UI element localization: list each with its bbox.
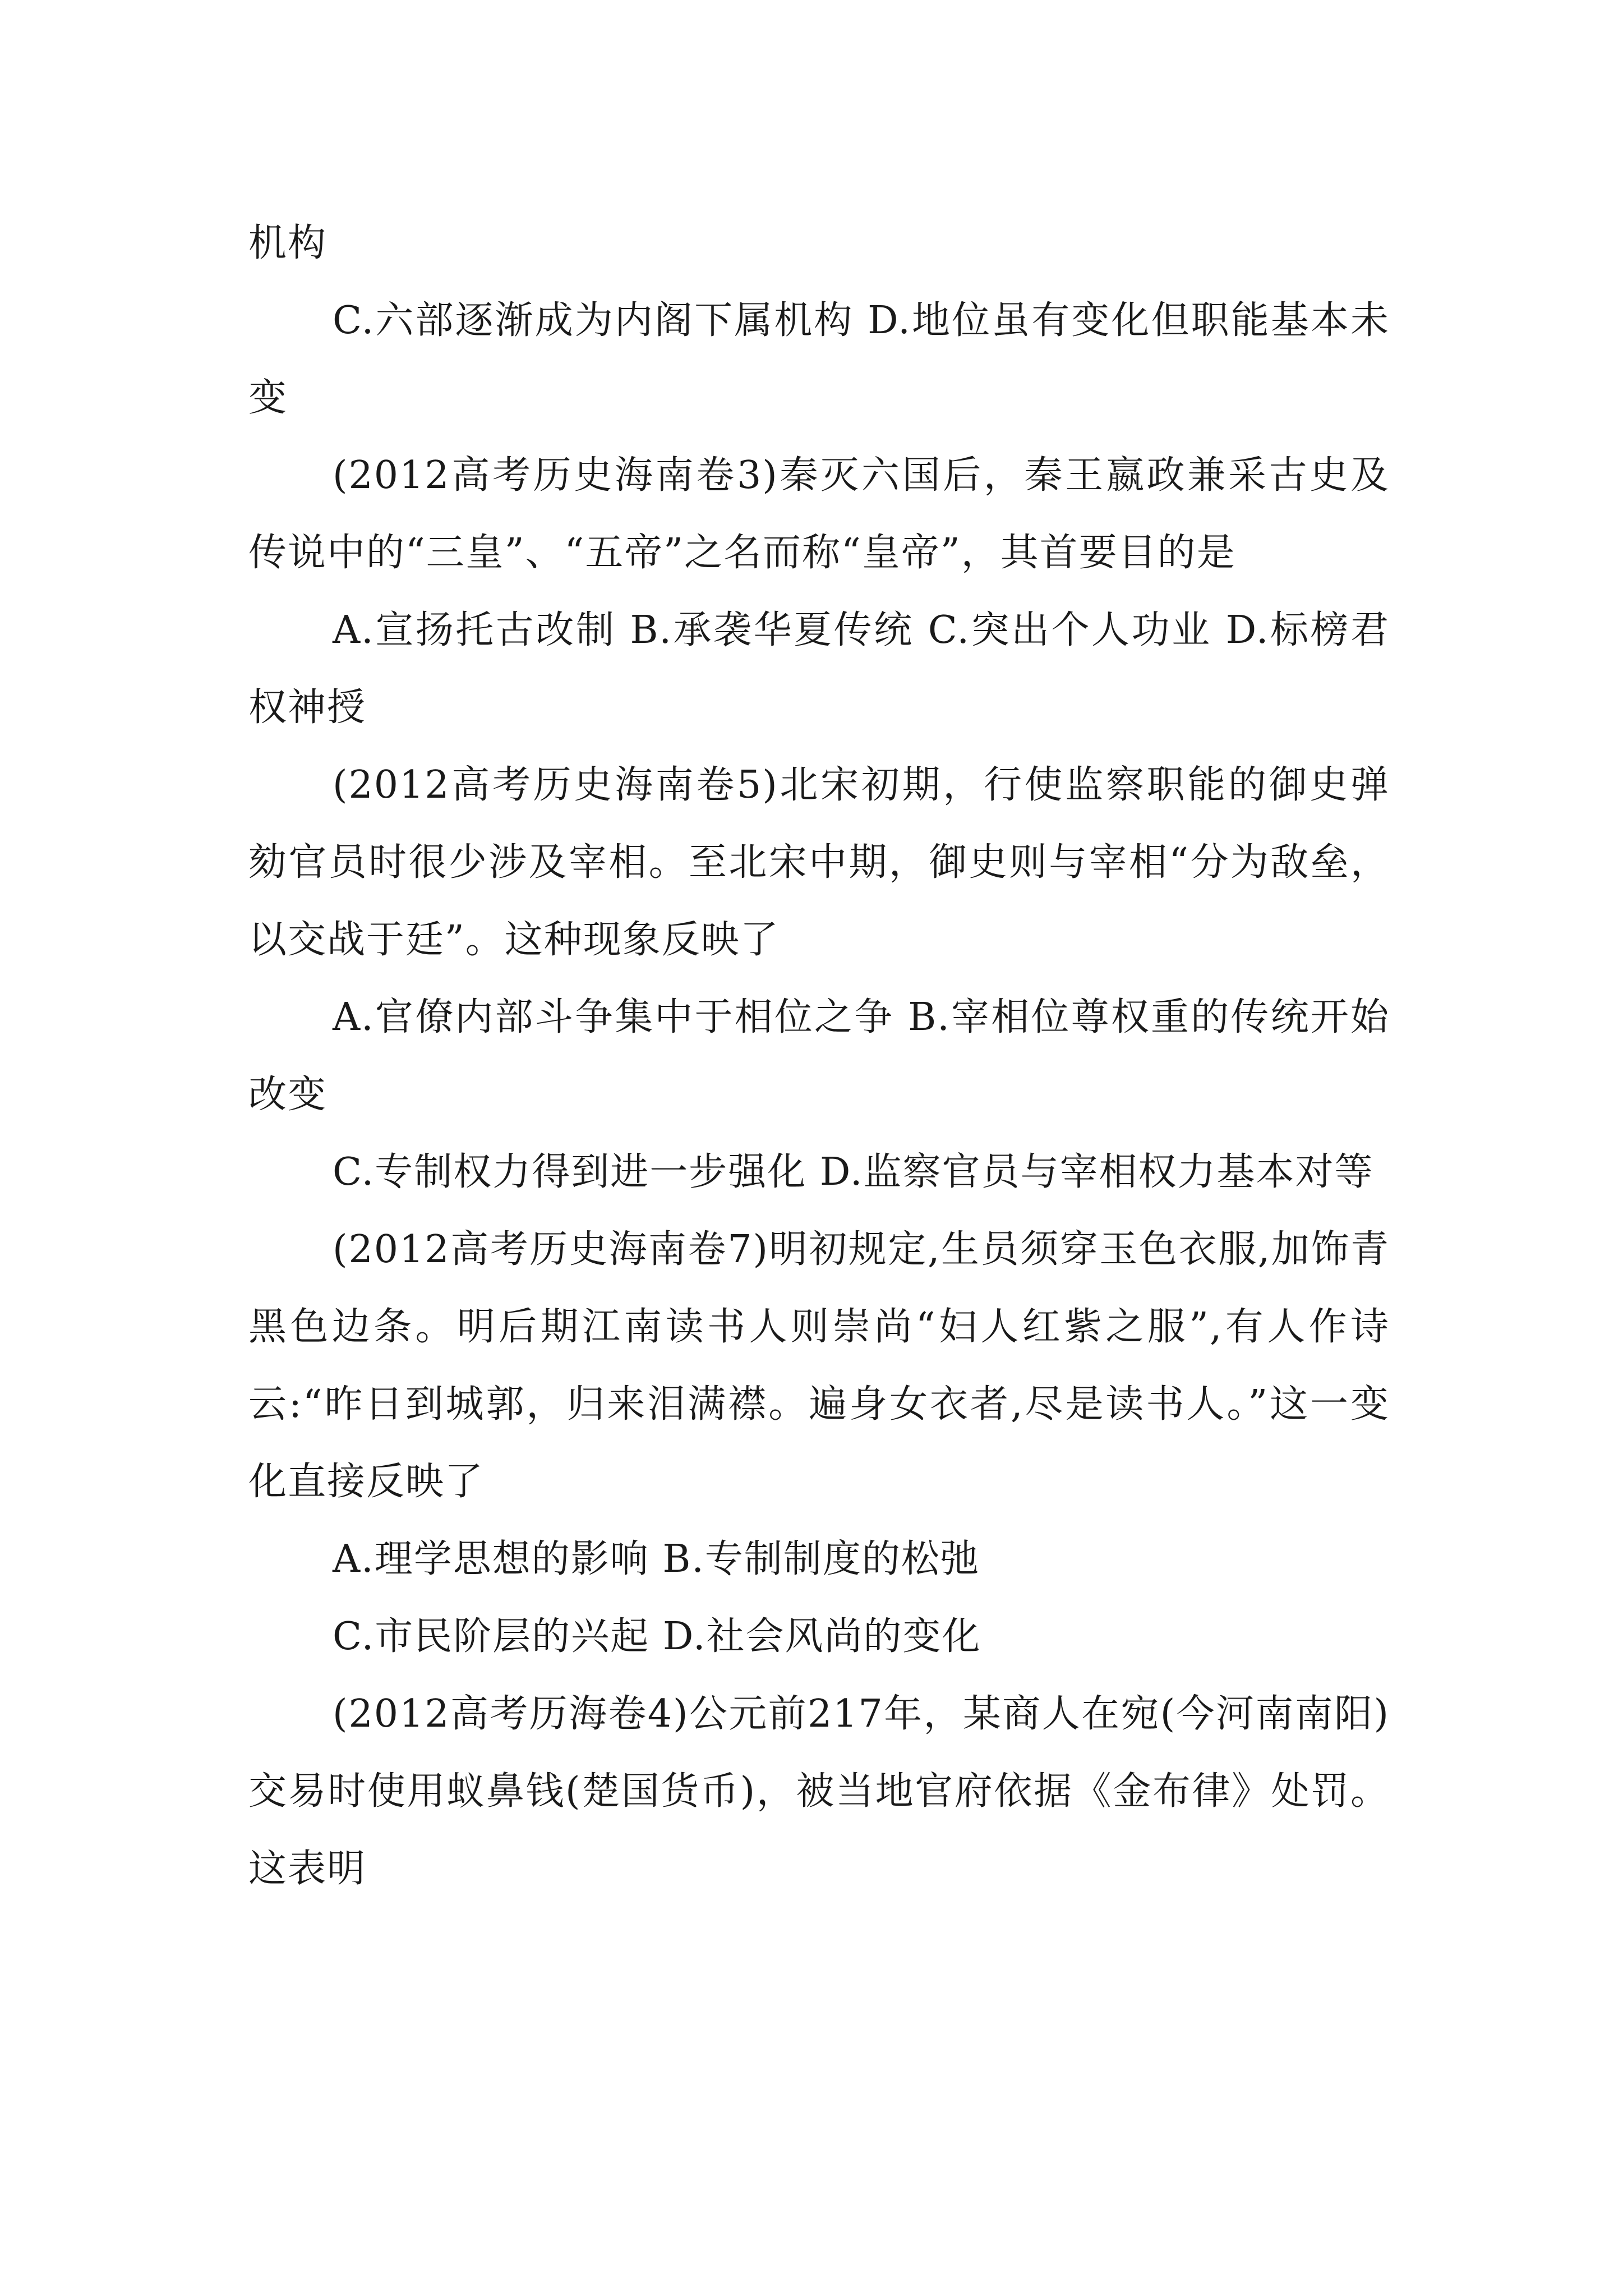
answer-options: A.理学思想的影响 B.专制制度的松弛: [333, 1537, 980, 1581]
question-paragraph: (2012高考历史海南卷7)明初规定,生员须穿玉色衣服,加饰青黑色边条。明后期江南读书人则崇尚“妇人红紫之服”,有人作诗云:“昨日到城郭，归来泪满襟。遍身女衣者,尽是读书人。”这一变化直接反映了: [248, 1227, 1390, 1504]
question-paragraph: (2012高考历史海南卷5)北宋初期，行使监察职能的御史弹劾官员时很少涉及宰相。至北宋中期，御史则与宰相“分为敌垒，以交战于廷”。这种现象反映了: [248, 763, 1390, 962]
paragraph-continuation: 机构: [248, 221, 328, 265]
answer-options: C.专制权力得到进一步强化 D.监察官员与宰相权力基本对等: [333, 1150, 1374, 1194]
question-paragraph: (2012高考历史海南卷3)秦灭六国后，秦王嬴政兼采古史及传说中的“三皇”、“五帝”之名而称“皇帝”，其首要目的是: [248, 453, 1390, 575]
answer-options: A.宣扬托古改制 B.承袭华夏传统 C.突出个人功业 D.标榜君权神授: [248, 608, 1390, 730]
answer-options: C.六部逐渐成为内阁下属机构 D.地位虽有变化但职能基本未变: [248, 298, 1390, 420]
document-body: [248, 205, 1390, 1908]
question-paragraph: (2012高考历海卷4)公元前217年，某商人在宛(今河南南阳)交易时使用蚁鼻钱(楚国货币)，被当地官府依据《金布律》处罚。这表明: [248, 1692, 1390, 1891]
answer-options: C.市民阶层的兴起 D.社会风尚的变化: [333, 1614, 981, 1659]
answer-options: A.官僚内部斗争集中于相位之争 B.宰相位尊权重的传统开始改变: [248, 995, 1390, 1117]
